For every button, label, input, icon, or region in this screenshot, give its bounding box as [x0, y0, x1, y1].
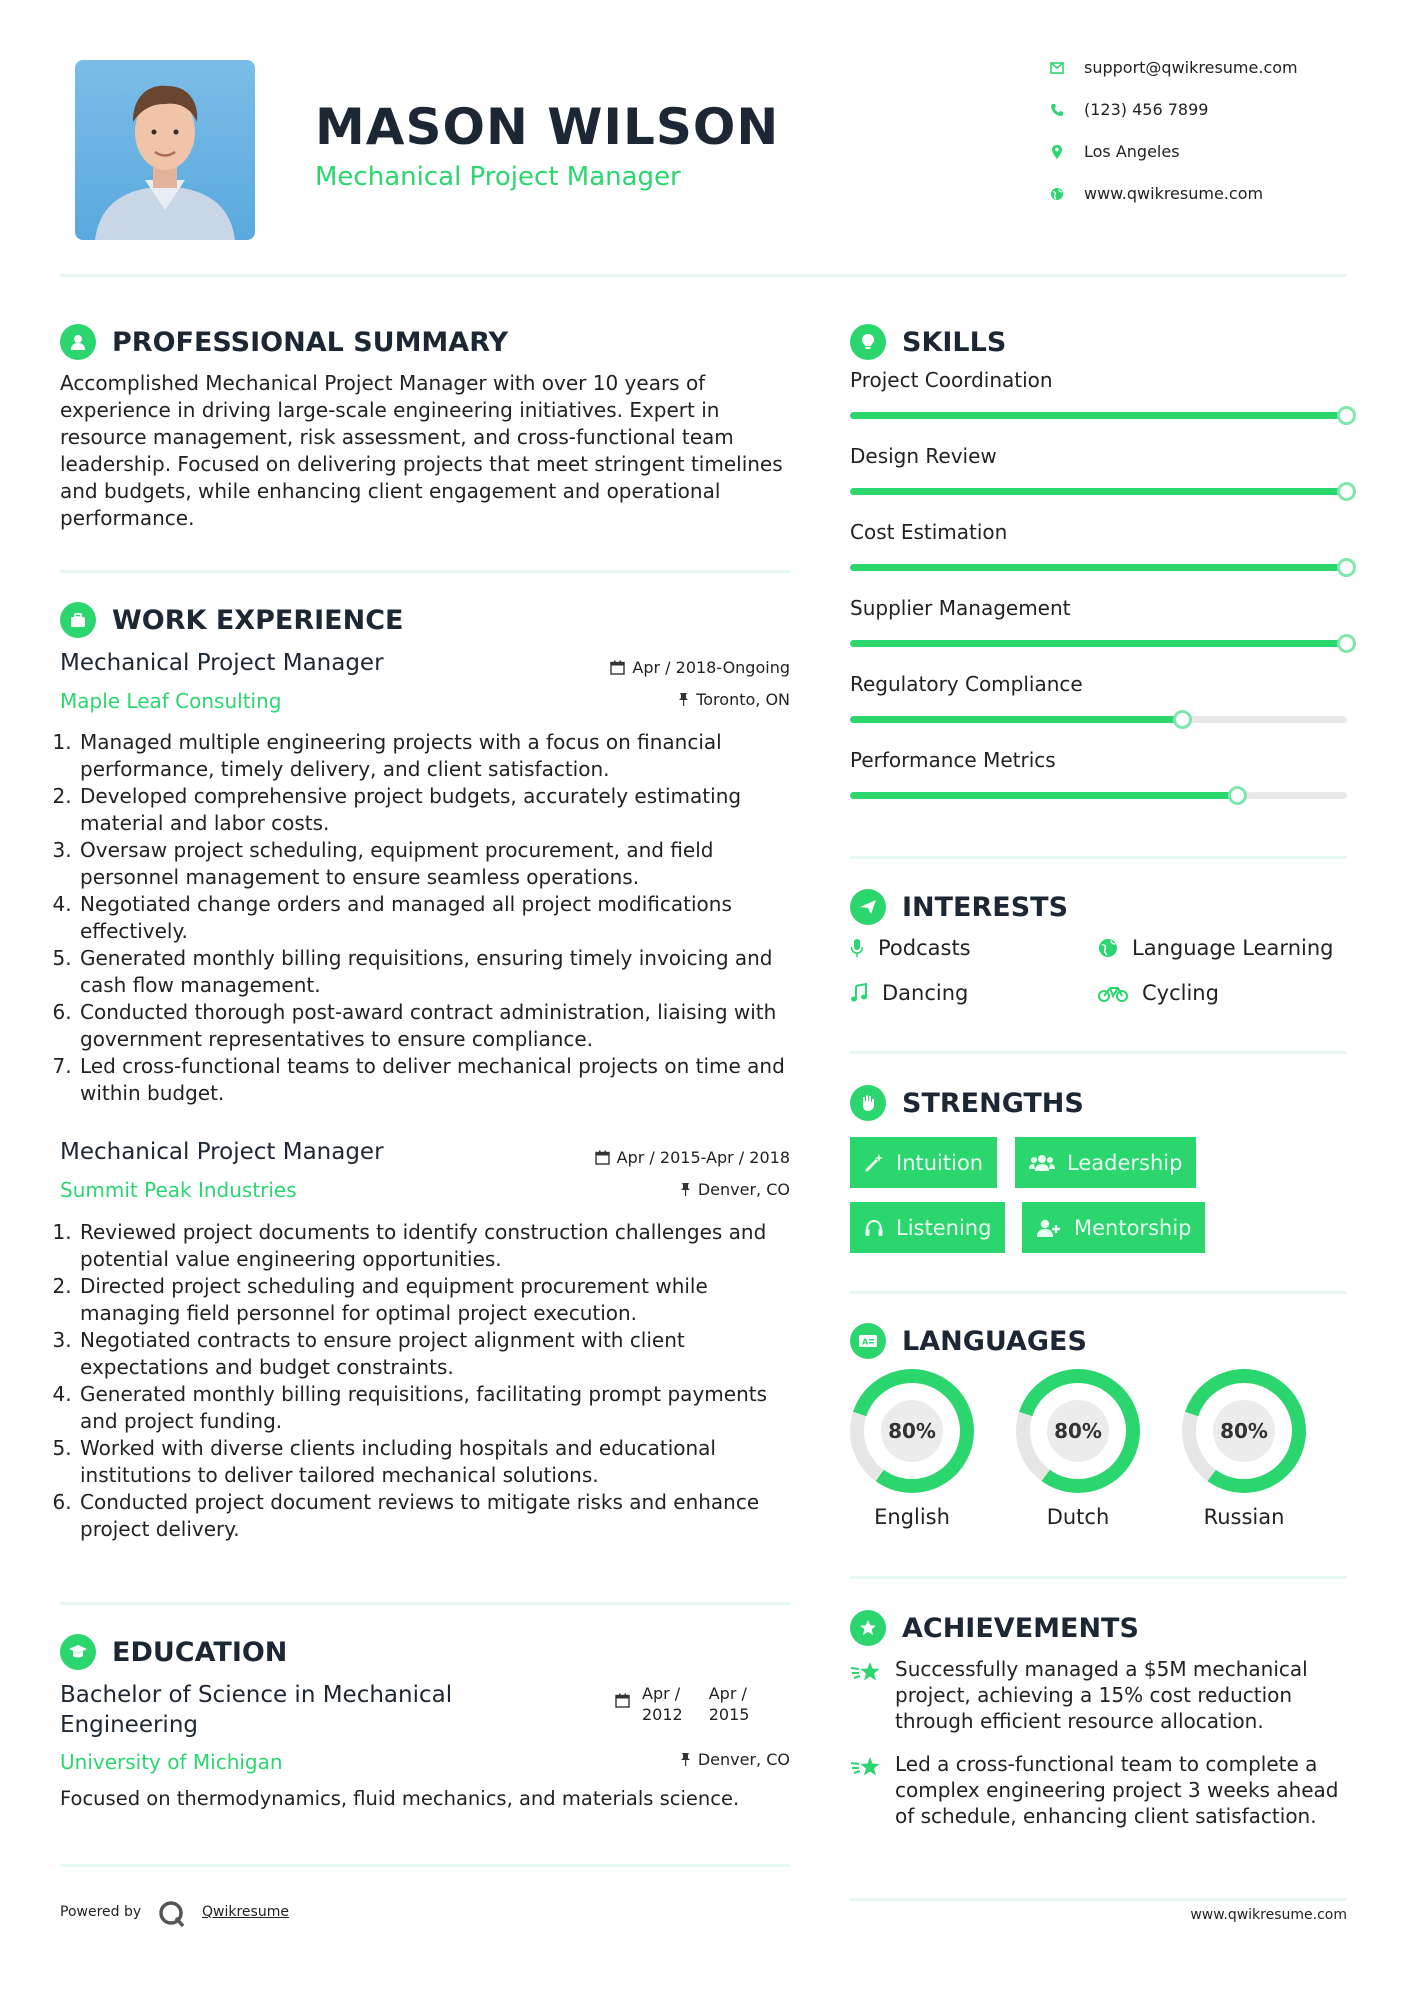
- education-description: Focused on thermodynamics, fluid mechanics, and materials science.: [60, 1787, 740, 1810]
- map-pin-icon: [1050, 144, 1064, 160]
- section-achievements: [850, 1610, 1139, 1646]
- skill-label: Performance Metrics: [850, 748, 1056, 772]
- strength-mentorship: [1022, 1202, 1205, 1253]
- skill-label: Supplier Management: [850, 596, 1071, 620]
- svg-text:A: A: [862, 1337, 869, 1347]
- list-item: 2. Developed comprehensive project budgets, accurately estimating material and labor costs.: [78, 783, 790, 837]
- section-work-experience: [60, 602, 403, 638]
- profile-photo: [75, 60, 255, 240]
- skill-row: [850, 520, 1347, 544]
- languages-divider: [850, 1576, 1347, 1579]
- skill-row: [850, 444, 1347, 468]
- skill-bar-track: [850, 488, 1347, 495]
- person-portrait-icon: [75, 60, 255, 240]
- shooting-star-icon: [850, 1755, 883, 1781]
- contact-location: [1050, 142, 1350, 161]
- job-2-company: Summit Peak Industries: [60, 1178, 297, 1202]
- interest-label: Dancing: [882, 981, 969, 1005]
- language-percent: 80%: [1213, 1400, 1275, 1462]
- user-icon: [60, 324, 96, 360]
- briefcase-icon: [60, 602, 96, 638]
- list-item: 7. Led cross-functional teams to deliver mechanical projects on time and within budget.: [78, 1053, 790, 1107]
- strength-intuition: [850, 1137, 997, 1188]
- language-item: [850, 1369, 974, 1529]
- list-item: 2. Directed project scheduling and equipment procurement while managing field personnel for optimal project execution.: [78, 1273, 790, 1327]
- interests-divider: [850, 1051, 1347, 1054]
- skill-bar-track: [850, 640, 1347, 647]
- job-2-date: [540, 1148, 790, 1167]
- interest-language-learning: [1098, 936, 1333, 960]
- job-1-location-text: Toronto, ON: [696, 690, 790, 709]
- skill-bar-fill: [850, 412, 1347, 419]
- lightbulb-icon: [850, 324, 886, 360]
- job-1-location: [540, 690, 790, 709]
- skill-bar-fill: [850, 564, 1347, 571]
- list-item: 3. Negotiated contracts to ensure project alignment with client expectations and budget constraints.: [78, 1327, 790, 1381]
- contact-website[interactable]: [1050, 184, 1350, 203]
- language-name: English: [874, 1505, 950, 1529]
- section-education: [60, 1634, 287, 1670]
- education-title: EDUCATION: [112, 1636, 288, 1668]
- star-badge-icon: [850, 1610, 886, 1646]
- section-interests: [850, 889, 1068, 925]
- skills-list: [850, 368, 1350, 828]
- education-degree: Bachelor of Science in Mechanical Engineering: [60, 1682, 453, 1738]
- education-dates: [615, 1683, 795, 1725]
- achievements-title: ACHIEVEMENTS: [902, 1612, 1139, 1644]
- education-location: [540, 1750, 790, 1769]
- pushpin-icon: [680, 1182, 691, 1197]
- list-item: 5. Generated monthly billing requisitions, ensuring timely invoicing and cash flow management.: [78, 945, 790, 999]
- skill-row: [850, 596, 1347, 620]
- skill-label: Project Coordination: [850, 368, 1053, 392]
- contact-phone-text: (123) 456 7899: [1084, 100, 1209, 119]
- section-skills: [850, 324, 1006, 360]
- job-2-title: Mechanical Project Manager: [60, 1139, 384, 1165]
- skill-row: [850, 748, 1347, 772]
- job-1-company: Maple Leaf Consulting: [60, 689, 282, 713]
- music-note-icon: [850, 983, 868, 1003]
- strengths-title: STRENGTHS: [902, 1087, 1084, 1119]
- job-1-title: Mechanical Project Manager: [60, 650, 384, 676]
- skill-bar-knob: [1228, 786, 1247, 805]
- skill-bar-knob: [1173, 710, 1192, 729]
- job-2-location-text: Denver, CO: [697, 1180, 790, 1199]
- section-professional-summary: [60, 324, 508, 360]
- skills-divider: [850, 856, 1347, 859]
- magic-wand-icon: [864, 1153, 884, 1173]
- contact-email-text: support@qwikresume.com: [1084, 58, 1298, 77]
- candidate-name: MASON WILSON: [315, 98, 780, 156]
- skill-bar-knob: [1337, 406, 1356, 425]
- list-item: 6. Conducted project document reviews to mitigate risks and enhance project delivery.: [78, 1489, 790, 1543]
- footer-brand-link[interactable]: Qwikresume: [202, 1904, 289, 1920]
- list-item: 5. Worked with diverse clients including hospitals and educational institutions to deliver tailored mechanical solutions.: [78, 1435, 790, 1489]
- skill-label: Regulatory Compliance: [850, 672, 1083, 696]
- pushpin-icon: [678, 692, 689, 707]
- candidate-role: Mechanical Project Manager: [315, 162, 681, 192]
- interest-label: Cycling: [1142, 981, 1219, 1005]
- list-item: 1. Reviewed project documents to identify construction challenges and potential value engineering opportunities.: [78, 1219, 790, 1273]
- list-item: 4. Generated monthly billing requisitions, facilitating prompt payments and project funding.: [78, 1381, 790, 1435]
- job-2-location: [540, 1180, 790, 1199]
- interests-title: INTERESTS: [902, 891, 1069, 923]
- skill-bar-knob: [1337, 634, 1356, 653]
- calendar-icon: [595, 1150, 610, 1165]
- skill-bar-fill: [850, 488, 1347, 495]
- calendar-icon: [610, 660, 625, 675]
- contact-website-text: www.qwikresume.com: [1084, 184, 1264, 203]
- users-icon: [1029, 1153, 1055, 1173]
- language-item: [1016, 1369, 1140, 1529]
- job-2-duties: [60, 1219, 790, 1543]
- skill-label: Cost Estimation: [850, 520, 1008, 544]
- summary-title: PROFESSIONAL SUMMARY: [112, 326, 509, 358]
- qwikresume-logo-icon: [157, 1899, 187, 1929]
- interest-label: Podcasts: [878, 936, 971, 960]
- strength-leadership: [1015, 1137, 1196, 1188]
- skill-row: [850, 368, 1347, 392]
- contact-email[interactable]: [1050, 58, 1350, 77]
- contact-location-text: Los Angeles: [1084, 142, 1180, 161]
- summary-divider: [60, 570, 790, 573]
- header-divider: [60, 274, 1347, 277]
- strength-label: Intuition: [896, 1150, 984, 1175]
- graduation-icon: [60, 1634, 96, 1670]
- phone-icon: [1050, 103, 1064, 117]
- education-date-end-month: Apr /: [708, 1684, 747, 1703]
- education-date-end: [709, 1683, 750, 1725]
- achievement-1: [850, 1656, 1350, 1734]
- skill-bar-knob: [1337, 482, 1356, 501]
- skill-bar-knob: [1337, 558, 1356, 577]
- footer-powered-by: Powered by: [60, 1904, 142, 1920]
- paper-plane-icon: [850, 889, 886, 925]
- strength-listening: [850, 1202, 1005, 1253]
- skill-bar-fill: [850, 792, 1238, 799]
- interest-label: Language Learning: [1132, 936, 1334, 960]
- contact-phone[interactable]: [1050, 100, 1350, 119]
- job-1-duties: [60, 729, 790, 1107]
- skill-bar-track: [850, 412, 1347, 419]
- user-plus-icon: [1036, 1218, 1062, 1238]
- achievement-text: Led a cross-functional team to complete a complex engineering project 3 weeks ahead of schedule, enhancing client satisfaction.: [895, 1752, 1339, 1828]
- skill-bar-track: [850, 564, 1347, 571]
- interest-podcasts: [850, 936, 971, 960]
- strengths-divider: [850, 1291, 1347, 1294]
- achievement-text: Successfully managed a $5M mechanical project, achieving a 15% cost reduction through efficient resource allocation.: [895, 1657, 1308, 1733]
- skill-row: [850, 672, 1347, 696]
- skill-bar-fill: [850, 716, 1183, 723]
- skill-bar-track: [850, 716, 1347, 723]
- interest-dancing: [850, 981, 968, 1005]
- language-percent: 80%: [1047, 1400, 1109, 1462]
- list-item: 3. Oversaw project scheduling, equipment procurement, and field personnel management to ensure seamless operations.: [78, 837, 790, 891]
- interest-cycling: [1098, 981, 1219, 1005]
- achievement-2: [850, 1751, 1350, 1829]
- achievements-divider: [850, 1898, 1347, 1901]
- strength-label: Listening: [896, 1215, 992, 1240]
- list-item: 4. Negotiated change orders and managed all project modifications effectively.: [78, 891, 790, 945]
- globe-icon: [1098, 938, 1118, 958]
- list-item: 1. Managed multiple engineering projects with a focus on financial performance, timely delivery, and client satisfaction.: [78, 729, 790, 783]
- microphone-icon: [850, 938, 864, 958]
- education-location-text: Denver, CO: [697, 1750, 790, 1769]
- job-1-date-text: Apr / 2018-Ongoing: [632, 658, 790, 677]
- globe-icon: [1050, 187, 1064, 201]
- language-name: Russian: [1203, 1505, 1285, 1529]
- job-2-date-text: Apr / 2015-Apr / 2018: [616, 1148, 790, 1167]
- section-languages: [850, 1323, 1087, 1359]
- footer-website[interactable]: www.qwikresume.com: [1190, 1907, 1347, 1923]
- envelope-icon: [1050, 62, 1064, 74]
- job-1-date: [540, 658, 790, 677]
- skill-label: Design Review: [850, 444, 997, 468]
- language-progress-ring: [1016, 1369, 1140, 1493]
- language-item: [1182, 1369, 1306, 1529]
- language-percent: 80%: [881, 1400, 943, 1462]
- language-name: Dutch: [1046, 1505, 1110, 1529]
- education-date-start-month: Apr /: [642, 1684, 681, 1703]
- section-strengths: [850, 1085, 1084, 1121]
- education-date-start: [642, 1683, 683, 1725]
- hand-icon: [850, 1085, 886, 1121]
- pushpin-icon: [680, 1752, 691, 1767]
- calendar-icon: [615, 1693, 630, 1708]
- summary-text: Accomplished Mechanical Project Manager with over 10 years of experience in driving large-scale engineering initiatives. Expert in resource management, risk assessment, and cross-functional team leadership. Focused on delivering projects that meet stringent timelines and budgets, while enhancing client engagement and operational performance.: [60, 371, 783, 530]
- language-progress-ring: [850, 1369, 974, 1493]
- languages-title: LANGUAGES: [902, 1325, 1087, 1357]
- skill-bar-track: [850, 792, 1347, 799]
- language-progress-ring: [1182, 1369, 1306, 1493]
- work-title: WORK EXPERIENCE: [112, 604, 404, 636]
- education-date-end-year: 2015: [708, 1705, 750, 1724]
- work-divider: [60, 1602, 790, 1605]
- strength-label: Leadership: [1067, 1150, 1183, 1175]
- bicycle-icon: [1098, 983, 1128, 1003]
- education-divider: [60, 1864, 790, 1867]
- education-school: University of Michigan: [60, 1750, 283, 1774]
- skill-bar-fill: [850, 640, 1347, 647]
- shooting-star-icon: [850, 1660, 883, 1686]
- headphones-icon: [864, 1218, 884, 1238]
- skills-title: SKILLS: [902, 326, 1007, 358]
- language-card-icon: [850, 1323, 886, 1359]
- education-date-start-year: 2012: [642, 1705, 683, 1724]
- strength-label: Mentorship: [1074, 1215, 1192, 1240]
- list-item: 6. Conducted thorough post-award contract administration, liaising with government representatives to ensure compliance.: [78, 999, 790, 1053]
- languages-list: [850, 1369, 1350, 1539]
